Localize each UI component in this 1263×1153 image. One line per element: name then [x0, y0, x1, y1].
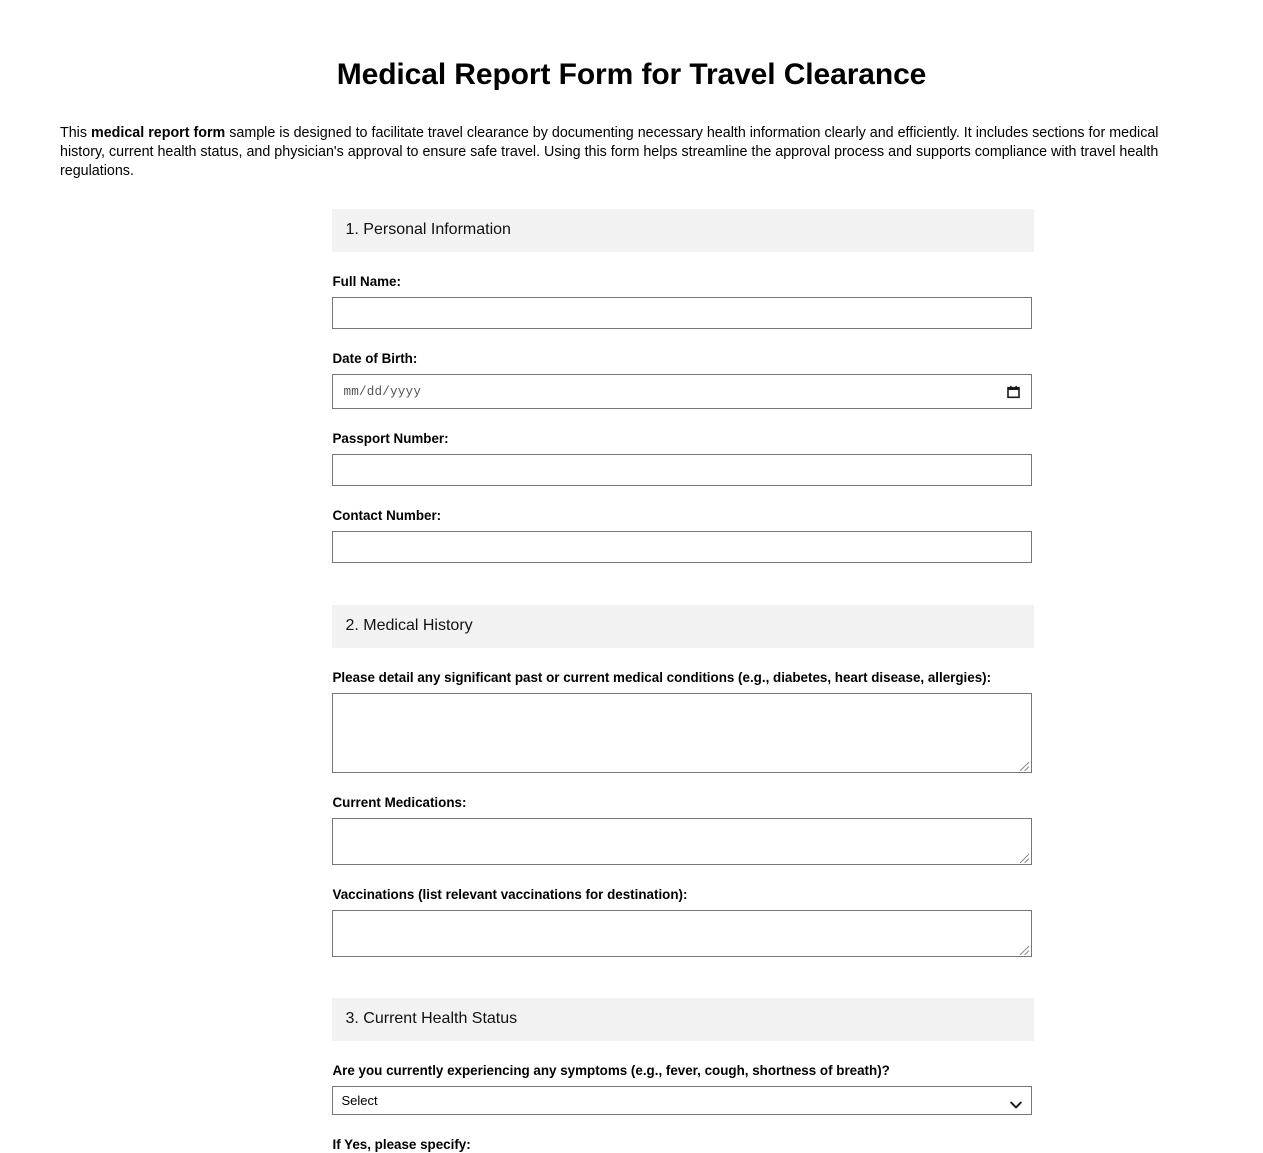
section-header-current-health-status: 3. Current Health Status [332, 998, 1034, 1041]
input-date-of-birth[interactable] [332, 374, 1032, 409]
input-full-name[interactable] [332, 297, 1032, 329]
input-passport-number[interactable] [332, 454, 1032, 486]
textarea-current-medications[interactable] [332, 818, 1032, 865]
medical-report-form [332, 181, 1034, 1153]
field-medical-conditions [332, 669, 1034, 773]
section-header-personal-information: 1. Personal Information [332, 209, 1034, 252]
label-vaccinations: Vaccinations (list relevant vaccinations for destination): [332, 887, 688, 902]
section-header-medical-history: 2. Medical History [332, 605, 1034, 648]
resize-grip-icon[interactable] [1018, 851, 1030, 863]
chevron-down-icon[interactable] [1010, 1097, 1022, 1105]
label-symptoms: Are you currently experiencing any symptoms (e.g., fever, cough, shortness of breath)? [332, 1063, 890, 1078]
field-full-name [332, 273, 1034, 329]
select-symptoms-value: Select [341, 1093, 378, 1108]
label-passport-number: Passport Number: [332, 431, 449, 446]
calendar-icon[interactable] [1007, 385, 1020, 398]
field-symptom-details [332, 1136, 1034, 1153]
field-date-of-birth [332, 350, 1034, 409]
label-contact-number: Contact Number: [332, 508, 442, 523]
label-date-of-birth: Date of Birth: [332, 351, 418, 366]
select-symptoms[interactable] [332, 1086, 1032, 1115]
label-full-name: Full Name: [332, 274, 401, 289]
resize-grip-icon[interactable] [1018, 759, 1030, 771]
textarea-vaccinations[interactable] [332, 910, 1032, 957]
field-current-medications [332, 794, 1034, 865]
intro-text-after: sample is designed to facilitate travel clearance by documenting necessary health information clearly and efficiently. It includes sections for medical history, current health status, and physician's approval to ensure safe travel. Using this form helps streamline the approval process and supports compliance with travel health regulations. [60, 125, 1159, 179]
intro-bold-term: medical report form [90, 125, 226, 141]
date-placeholder-text: mm/dd/yyyy [343, 384, 422, 399]
intro-paragraph [0, 91, 1263, 181]
intro-text-before: This [60, 125, 91, 141]
field-symptoms [332, 1062, 1034, 1115]
field-contact-number [332, 507, 1034, 563]
label-symptom-details: If Yes, please specify: [332, 1137, 471, 1152]
field-vaccinations [332, 886, 1034, 957]
input-contact-number[interactable] [332, 531, 1032, 563]
textarea-medical-conditions[interactable] [332, 693, 1032, 773]
page-title: Medical Report Form for Travel Clearance [336, 58, 927, 91]
resize-grip-icon[interactable] [1018, 943, 1030, 955]
label-current-medications: Current Medications: [332, 795, 467, 810]
label-medical-conditions: Please detail any significant past or current medical conditions (e.g., diabetes, heart disease, allergies): [332, 670, 992, 685]
field-passport-number [332, 430, 1034, 486]
